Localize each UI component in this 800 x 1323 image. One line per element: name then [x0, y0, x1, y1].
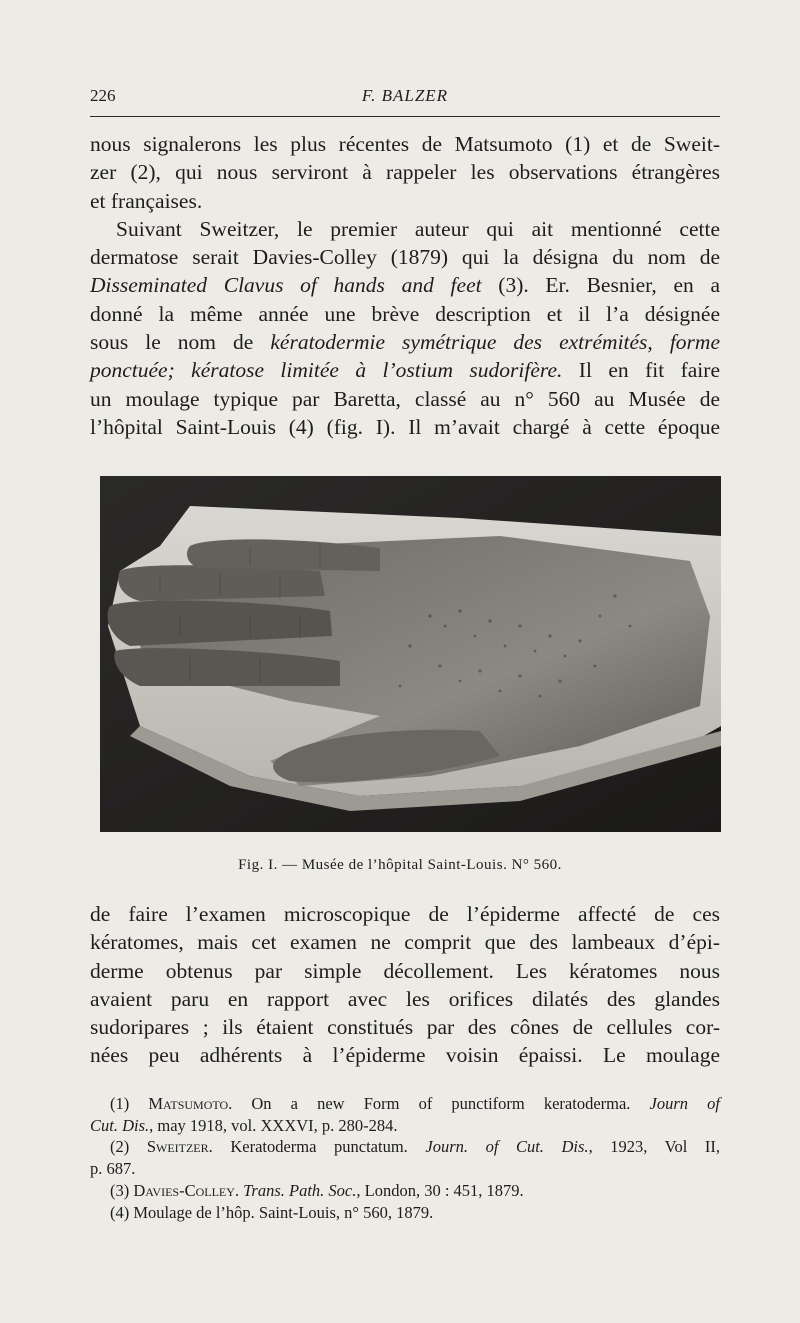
text-line: donné la même année une brève description et il l’a désignée [90, 301, 720, 326]
italic-term: ponctuée; kératose limitée à l’ostium sudorifère. [90, 358, 563, 383]
footnote-number: (1) [110, 1094, 149, 1113]
hand-moulage-illustration [100, 476, 721, 832]
footnote-journal: Journ of [649, 1094, 720, 1113]
text-line: nous signalerons les plus récentes de Matsumoto (1) et de Sweit- [90, 132, 720, 156]
text-line: avaient paru en rapport avec les orifices dilatés des glandes [90, 986, 720, 1011]
page-number: 226 [90, 86, 116, 105]
figure-caption: Fig. I. — Musée de l’hôpital Saint-Louis. N° 560. [238, 857, 562, 873]
text-fragment: (3). Er. Besnier, en a [481, 273, 720, 298]
footnote-3 [90, 1180, 720, 1202]
footnote-text: . On a new Form of punctiform keratoderma. [228, 1094, 650, 1113]
header-rule [90, 116, 720, 117]
text-line: de faire l’examen microscopique de l’épiderme affecté de ces [90, 902, 720, 926]
footnote-text: , 1923, Vol II, [588, 1137, 720, 1157]
footnote-journal: Journ. of Cut. Dis. [425, 1137, 589, 1157]
footnote-number: (3) [110, 1180, 134, 1200]
footnote-journal: Cut. Dis. [90, 1115, 150, 1135]
text-line: l’hôpital Saint-Louis (4) (fig. I). Il m’avait chargé à cette époque [90, 414, 720, 439]
text-line [90, 356, 720, 384]
running-title: F. BALZER [361, 86, 449, 105]
text-line: Suivant Sweitzer, le premier auteur qui ait mentionné cette [116, 216, 720, 241]
footnote-1-cont [90, 1115, 720, 1137]
text-line: dermatose serait Davies-Colley (1879) qui la désigna du nom de [90, 245, 720, 270]
text-fragment: Il en fit faire [562, 358, 720, 383]
italic-term: kératodermie symétrique des extrémités, forme [270, 330, 720, 355]
paragraph-intro [90, 130, 720, 441]
footnotes [90, 1093, 720, 1223]
text-line: derme obtenus par simple décollement. Les kératomes nous [90, 958, 720, 983]
footnote-text: , may 1918, vol. XXXVI, p. 280-284. [149, 1115, 398, 1135]
footnote-author: Davies-Colley [133, 1180, 235, 1200]
footnote-4: (4) Moulage de l’hôp. Saint-Louis, n° 560, 1879. [110, 1202, 434, 1222]
footnote-author: Matsumoto [148, 1094, 229, 1113]
footnote-number: (2) [110, 1137, 147, 1157]
footnote-1 [90, 1093, 720, 1115]
text-line: nées peu adhérents à l’épiderme voisin épaissi. Le moulage [90, 1043, 720, 1068]
figure-photo-hand-moulage [100, 476, 721, 832]
paragraph-examination [90, 900, 720, 1070]
italic-title: Disseminated Clavus of hands and feet [90, 273, 482, 298]
text-line [90, 271, 720, 299]
text-line [90, 328, 720, 356]
running-head [90, 86, 720, 108]
text-line: un moulage typique par Baretta, classé au n° 560 au Musée de [90, 386, 720, 411]
text-line: zer (2), qui nous serviront à rappeler les observations étrangères [90, 160, 720, 185]
footnote-author: Sweitzer [146, 1137, 209, 1157]
text-line: et françaises. [90, 188, 203, 213]
text-line: kératomes, mais cet examen ne comprit que des lambeaux d’épi- [90, 930, 720, 955]
footnote-text: . Keratoderma punctatum. [208, 1137, 426, 1157]
footnote-2-cont: p. 687. [90, 1159, 136, 1179]
text-fragment: sous le nom de [90, 330, 271, 355]
footnote-text: , London, 30 : 451, 1879. [356, 1180, 524, 1200]
text-line: sudoripares ; ils étaient constitués par des cônes de cellules cor- [90, 1015, 720, 1040]
footnote-2 [90, 1136, 720, 1158]
footnote-text: . [234, 1180, 244, 1200]
footnote-journal: Trans. Path. Soc. [243, 1180, 357, 1200]
